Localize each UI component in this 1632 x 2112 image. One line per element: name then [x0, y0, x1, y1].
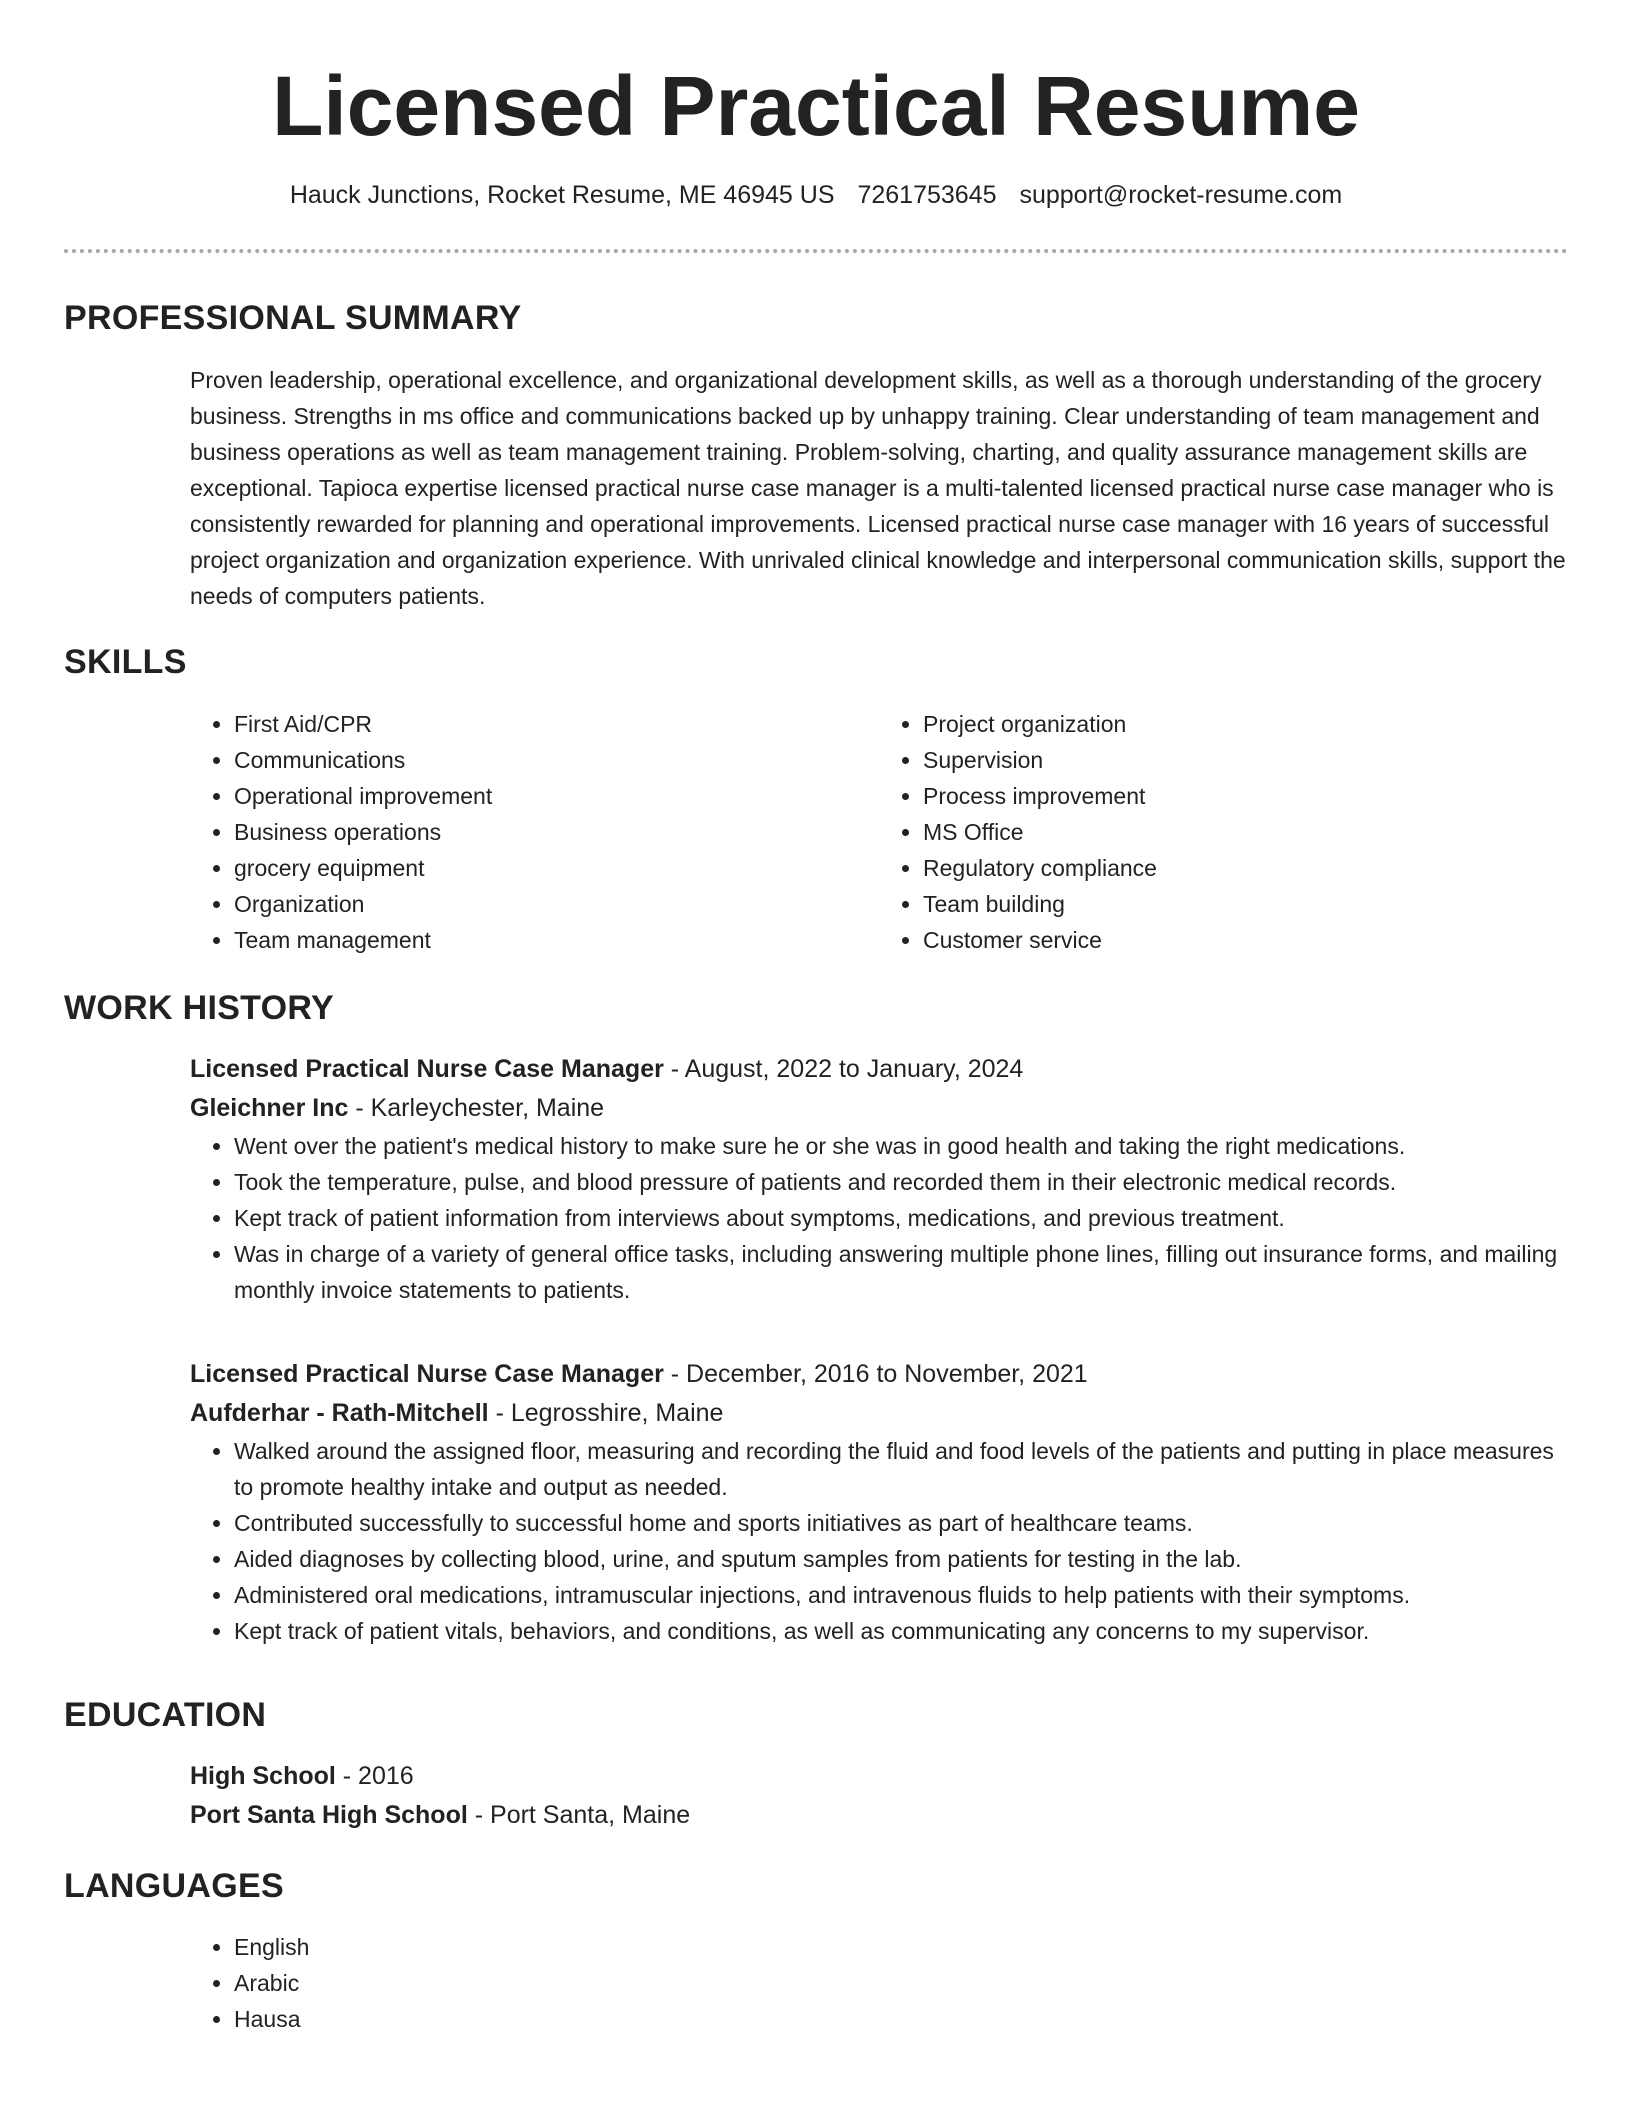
job-duty: • Walked around the assigned floor, measuring and recording the fluid and food levels of the patients and putting in place measures to promote healthy intake and output as needed. [234, 1433, 1568, 1505]
job-duty: • Went over the patient's medical history to make sure he or she was in good health and taking the right medications. [234, 1128, 1568, 1164]
education-degree: High School [190, 1762, 336, 1790]
skill-item: • Customer service [923, 922, 1568, 958]
education-location: - Port Santa, Maine [467, 1801, 691, 1829]
job-duty: • Kept track of patient information from interviews about symptoms, medications, and previous treatment. [234, 1200, 1568, 1236]
job-location: - Legrosshire, Maine [488, 1399, 724, 1427]
job-entry [190, 1355, 1568, 1649]
education-degree-line [190, 1757, 1568, 1796]
skill-item: • Process improvement [923, 778, 1568, 814]
skill-item: • Operational improvement [234, 778, 879, 814]
job-company-line [190, 1089, 1568, 1128]
job-company: Aufderhar - Rath-Mitchell [190, 1399, 489, 1427]
job-company-line [190, 1394, 1568, 1433]
job-duties [190, 1128, 1568, 1308]
job-dates: - August, 2022 to January, 2024 [663, 1055, 1024, 1083]
skills-heading: SKILLS [64, 643, 187, 681]
languages-list [190, 1929, 1568, 2037]
job-duties [190, 1433, 1568, 1649]
job-dates: - December, 2016 to November, 2021 [663, 1360, 1088, 1388]
skill-item: • Regulatory compliance [923, 850, 1568, 886]
job-company: Gleichner Inc [190, 1094, 349, 1122]
skill-item: • Project organization [923, 706, 1568, 742]
job-entry [190, 1050, 1568, 1308]
summary-section [190, 362, 1568, 614]
summary-heading: PROFESSIONAL SUMMARY [64, 299, 522, 337]
job-title-line [190, 1355, 1568, 1394]
contact-email: support@rocket-resume.com [1019, 181, 1343, 209]
summary-text: Proven leadership, operational excellence, and organizational development skills, as well as a thorough understanding of the grocery business. Strengths in ms office and communications backed up by unhappy training. Clear understanding of team management and business operations as well as team management training. Problem-solving, charting, and quality assurance management skills are exceptional. Tapioca expertise licensed practical nurse case manager is a multi-talented licensed practical nurse case manager who is consistently rewarded for planning and operational improvements. Licensed practical nurse case manager with 16 years of successful project organization and organization experience. With unrivaled clinical knowledge and interpersonal communication skills, support the needs of computers patients. [190, 367, 1566, 609]
skill-item: • First Aid/CPR [234, 706, 879, 742]
skill-item: • Supervision [923, 742, 1568, 778]
education-heading: EDUCATION [64, 1696, 267, 1734]
job-duty: • Kept track of patient vitals, behaviors, and conditions, as well as communicating any concerns to my supervisor. [234, 1613, 1568, 1649]
education-school: Port Santa High School [190, 1801, 468, 1829]
skill-item: • Team building [923, 886, 1568, 922]
contact-line [64, 178, 1568, 212]
languages-heading: LANGUAGES [64, 1867, 284, 1905]
skills-list-right [879, 706, 1568, 958]
skill-item: • Team management [234, 922, 879, 958]
language-item: • Hausa [234, 2001, 1568, 2037]
skill-item: • Organization [234, 886, 879, 922]
job-duty: • Was in charge of a variety of general office tasks, including answering multiple phone lines, filling out insurance forms, and mailing monthly invoice statements to patients. [234, 1236, 1568, 1308]
skill-item: • grocery equipment [234, 850, 879, 886]
skills-list-left [190, 706, 879, 958]
job-duty: • Contributed successfully to successful home and sports initiatives as part of healthcare teams. [234, 1505, 1568, 1541]
job-duty: • Administered oral medications, intramuscular injections, and intravenous fluids to help patients with their symptoms. [234, 1577, 1568, 1613]
skill-item: • MS Office [923, 814, 1568, 850]
header-divider [64, 249, 1568, 253]
skill-item: • Business operations [234, 814, 879, 850]
resume-name: Licensed Practical Resume [272, 59, 1360, 153]
contact-phone: 7261753645 [857, 181, 997, 209]
contact-address: Hauck Junctions, Rocket Resume, ME 46945 US [289, 181, 835, 209]
job-title-line [190, 1050, 1568, 1089]
education-entry [190, 1757, 1568, 1835]
job-location: - Karleychester, Maine [348, 1094, 605, 1122]
job-duty: • Took the temperature, pulse, and blood pressure of patients and recorded them in their electronic medical records. [234, 1164, 1568, 1200]
job-role: Licensed Practical Nurse Case Manager [190, 1360, 664, 1388]
education-year: - 2016 [335, 1762, 414, 1790]
skills-section [190, 706, 1568, 958]
work-heading: WORK HISTORY [64, 989, 334, 1027]
resume-page [64, 0, 1568, 2032]
language-item: • Arabic [234, 1965, 1568, 2001]
education-school-line [190, 1796, 1568, 1835]
language-item: • English [234, 1929, 1568, 1965]
job-duty: • Aided diagnoses by collecting blood, urine, and sputum samples from patients for testing in the lab. [234, 1541, 1568, 1577]
job-role: Licensed Practical Nurse Case Manager [190, 1055, 664, 1083]
skill-item: • Communications [234, 742, 879, 778]
languages-section [190, 1929, 1568, 2037]
